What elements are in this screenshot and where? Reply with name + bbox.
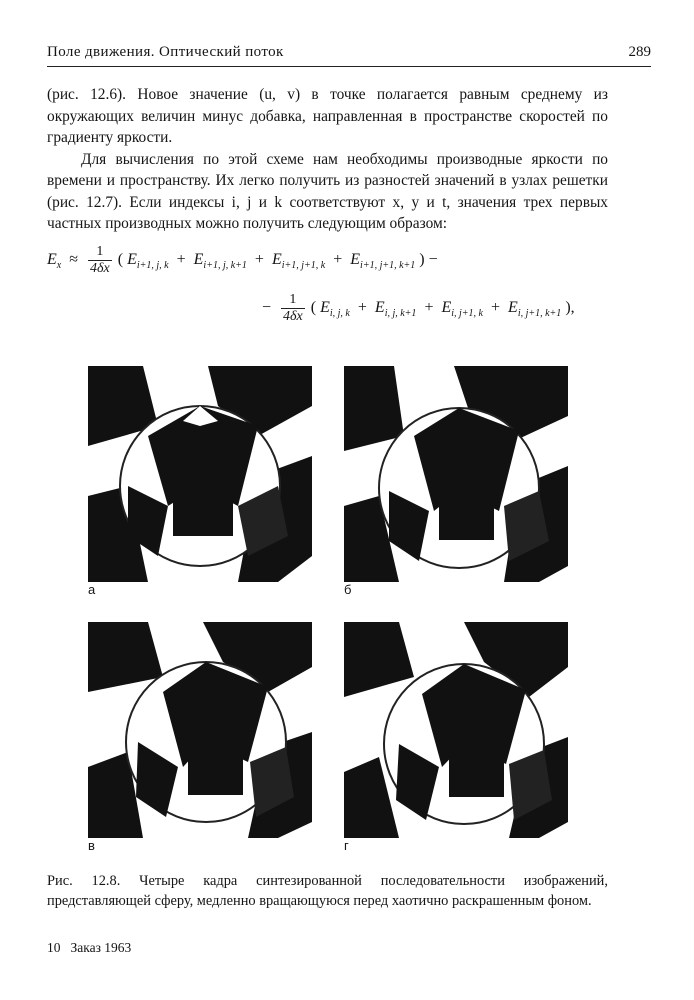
close-paren-minus: ) − xyxy=(419,251,438,269)
term-1-1: $E_{i+1, j, k}$ xyxy=(127,251,169,272)
figure-frame-c xyxy=(88,622,312,853)
paragraph-2: Для вычисления по этой схеме нам необходимы производные яркости по времени и пространству. Их легко получить из разностей значений в узлах решетки (рис. 12.7). Если индексы i, j и k соответствуют x, y и t, значения трех первых частных производных можно получить следующим образом: xyxy=(47,150,608,232)
figure-image-d xyxy=(344,622,568,838)
plus-sign: + xyxy=(424,299,434,317)
running-header xyxy=(47,44,651,67)
figure-label-b: б xyxy=(344,582,352,597)
figure-caption: Рис. 12.8. Четыре кадра синтезированной последовательности изображений, представляющей сферу, медленно вращающуюся перед хаотично раскрашенным фоном. xyxy=(47,873,608,909)
figure-label-d: г xyxy=(344,838,349,853)
figure-frame-a xyxy=(88,366,312,597)
term-1-3: $E_{i+1, j+1, k}$ xyxy=(271,251,326,272)
page-number: 289 xyxy=(628,44,651,60)
running-header-title: Поле движения. Оптический поток xyxy=(47,44,284,60)
figure-image-b xyxy=(344,366,568,582)
term-1-4: $E_{i+1, j+1, k+1}$ xyxy=(350,251,416,272)
figure-image-c xyxy=(88,622,312,838)
plus-sign: + xyxy=(491,299,501,317)
order-number: Заказ 1963 xyxy=(70,940,132,955)
term-2-1: $E_{i, j, k}$ xyxy=(320,299,350,320)
figure-frame-b xyxy=(344,366,568,597)
page-footer xyxy=(47,940,141,956)
formula-lhs: $E_x$ xyxy=(47,251,62,272)
body-text xyxy=(47,84,608,235)
figure-image-a xyxy=(88,366,312,582)
term-1-2: $E_{i+1, j, k+1}$ xyxy=(193,251,247,272)
figure-label-c: в xyxy=(88,838,95,853)
figure-label-a: а xyxy=(88,582,96,597)
term-2-2: $E_{i, j, k+1}$ xyxy=(374,299,417,320)
term-2-4: $E_{i, j+1, k+1}$ xyxy=(508,299,562,320)
formula-line-1 xyxy=(47,244,438,277)
open-paren: ( xyxy=(117,251,124,269)
plus-sign: + xyxy=(333,251,343,269)
term-2-3: $E_{i, j+1, k}$ xyxy=(441,299,483,320)
open-paren: ( xyxy=(310,299,317,317)
signature-number: 10 xyxy=(47,940,61,955)
minus-sign: − xyxy=(262,299,272,317)
paragraph-1: (рис. 12.6). Новое значение (u, v) в точке полагается равным среднему из окружающих величин минус добавка, направленная в пространстве скоростей по градиенту яркости. xyxy=(47,86,608,146)
plus-sign: + xyxy=(176,251,186,269)
approx-sign: ≈ xyxy=(69,251,79,269)
fraction: $\frac{1}{4\delta x}$ xyxy=(283,292,303,324)
plus-sign: + xyxy=(254,251,264,269)
plus-sign: + xyxy=(357,299,367,317)
formula-line-2 xyxy=(262,292,575,325)
figure-frame-d xyxy=(344,622,568,853)
fraction: $\frac{1}{4\delta x}$ xyxy=(90,244,110,276)
close-paren-comma: ), xyxy=(565,299,575,317)
